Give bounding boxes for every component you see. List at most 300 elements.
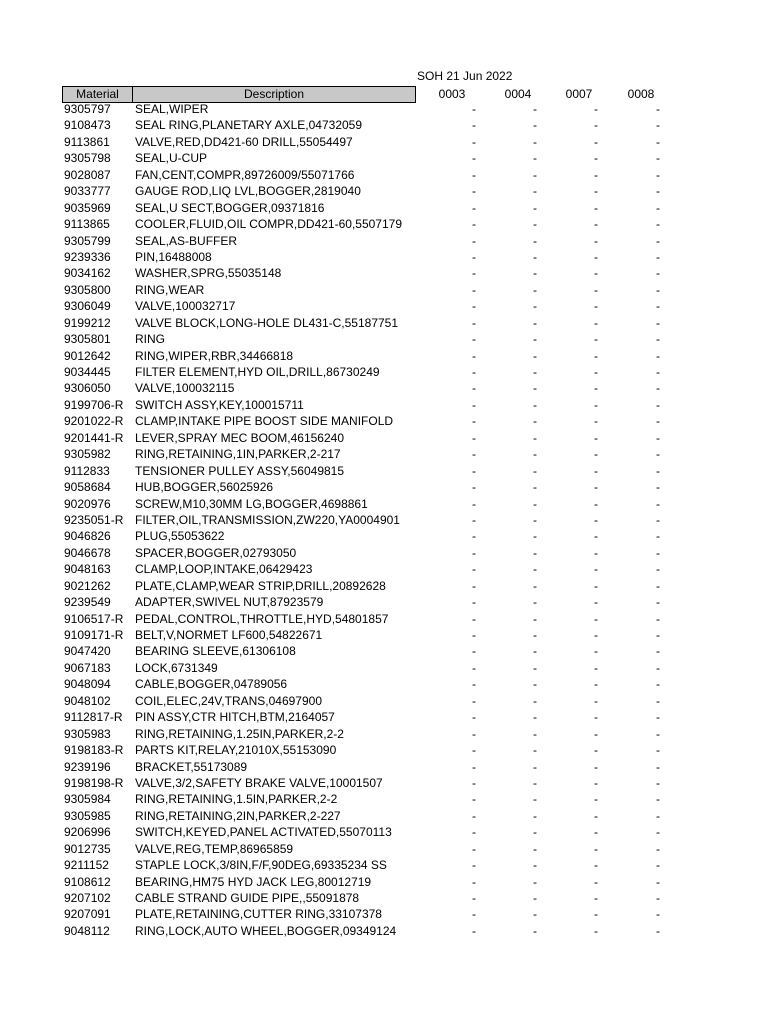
material-cell: 9239196 — [64, 759, 111, 774]
qty-0007-cell: - — [594, 463, 598, 478]
description-cell: BEARING SLEEVE,61306108 — [135, 645, 296, 659]
qty-0008-cell: - — [656, 282, 660, 297]
qty-0007-cell: - — [594, 562, 598, 577]
table-row — [0, 826, 768, 842]
table-row — [0, 235, 768, 251]
qty-0004-cell: - — [533, 233, 537, 248]
qty-0008-cell: - — [656, 200, 660, 215]
qty-0003-cell: - — [472, 102, 476, 116]
qty-0004-cell: - — [533, 414, 537, 429]
material-cell: 9305985 — [64, 808, 111, 823]
qty-0003-cell: - — [472, 759, 476, 774]
qty-0003-cell: - — [472, 562, 476, 577]
qty-0003-cell: - — [472, 545, 476, 560]
material-cell: 9048163 — [64, 562, 111, 577]
description-cell: ADAPTER,SWIVEL NUT,87923579 — [135, 596, 324, 610]
material-cell: 9305983 — [64, 726, 111, 741]
qty-0008-cell: - — [656, 365, 660, 379]
qty-0003-cell: - — [472, 825, 476, 840]
description-cell: LOCK,6731349 — [135, 661, 218, 675]
qty-0004-cell: - — [533, 578, 537, 593]
qty-0007-cell: - — [594, 660, 598, 675]
description-cell: PIN,16488008 — [135, 250, 212, 264]
material-cell: 9211152 — [64, 858, 109, 873]
qty-0008-cell: - — [656, 907, 660, 922]
qty-0004-cell: - — [533, 348, 537, 363]
qty-0003-cell: - — [472, 644, 476, 659]
description-cell: RING,WEAR — [135, 283, 205, 297]
table-row — [0, 152, 768, 168]
qty-0008-cell: - — [656, 677, 660, 692]
description-cell: STAPLE LOCK,3/8IN,F/F,90DEG,69335234 SS — [135, 859, 387, 873]
description-cell: SPACER,BOGGER,02793050 — [135, 546, 297, 560]
qty-0004-cell: - — [533, 282, 537, 297]
header-loc-0007: 0007 — [565, 87, 593, 101]
qty-0004-cell: - — [533, 644, 537, 659]
qty-0004-cell: - — [533, 200, 537, 215]
qty-0008-cell: - — [656, 759, 660, 774]
description-cell: FILTER ELEMENT,HYD OIL,DRILL,86730249 — [135, 366, 380, 379]
qty-0004-cell: - — [533, 628, 537, 642]
table-row — [0, 382, 768, 398]
qty-0007-cell: - — [594, 858, 598, 873]
description-cell: WASHER,SPRG,55035148 — [135, 267, 282, 281]
qty-0008-cell: - — [656, 923, 660, 938]
qty-0007-cell: - — [594, 529, 598, 544]
table-row — [0, 876, 768, 892]
description-cell: RING,RETAINING,1IN,PARKER,2-217 — [135, 448, 341, 462]
qty-0008-cell: - — [656, 545, 660, 560]
qty-0008-cell: - — [656, 266, 660, 281]
qty-0003-cell: - — [472, 693, 476, 708]
table-row — [0, 810, 768, 826]
description-cell: VALVE BLOCK,LONG-HOLE DL431-C,55187751 — [135, 316, 399, 330]
qty-0004-cell: - — [533, 792, 537, 807]
qty-0003-cell: - — [472, 710, 476, 725]
qty-0008-cell: - — [656, 102, 660, 116]
table-row — [0, 777, 768, 793]
table-row — [0, 645, 768, 661]
qty-0004-cell: - — [533, 365, 537, 379]
material-cell: 9199212 — [64, 315, 111, 330]
qty-0007-cell: - — [594, 365, 598, 379]
qty-0004-cell: - — [533, 463, 537, 478]
qty-0003-cell: - — [472, 200, 476, 215]
material-cell: 9034445 — [64, 365, 111, 379]
qty-0007-cell: - — [594, 693, 598, 708]
qty-0004-cell: - — [533, 545, 537, 560]
material-cell: 9239549 — [64, 595, 111, 610]
description-cell: SEAL,U-CUP — [135, 152, 208, 166]
description-cell: TENSIONER PULLEY ASSY,56049815 — [135, 464, 345, 478]
table-row — [0, 563, 768, 579]
qty-0008-cell: - — [656, 529, 660, 544]
qty-0007-cell: - — [594, 759, 598, 774]
qty-0003-cell: - — [472, 891, 476, 905]
table-row — [0, 284, 768, 300]
material-cell: 9048094 — [64, 677, 111, 692]
table-row — [0, 103, 768, 119]
qty-0008-cell: - — [656, 841, 660, 856]
qty-0004-cell: - — [533, 430, 537, 445]
table-row — [0, 202, 768, 218]
qty-0008-cell: - — [656, 512, 660, 527]
qty-0008-cell: - — [656, 595, 660, 610]
qty-0003-cell: - — [472, 578, 476, 593]
qty-0007-cell: - — [594, 151, 598, 166]
qty-0008-cell: - — [656, 660, 660, 675]
material-cell: 9239336 — [64, 249, 111, 264]
qty-0004-cell: - — [533, 677, 537, 692]
qty-0003-cell: - — [472, 266, 476, 281]
material-cell: 9112817-R — [64, 710, 123, 725]
description-cell: SEAL,WIPER — [135, 103, 209, 116]
qty-0003-cell: - — [472, 315, 476, 330]
qty-0003-cell: - — [472, 858, 476, 873]
qty-0008-cell: - — [656, 217, 660, 232]
qty-0004-cell: - — [533, 907, 537, 922]
qty-0003-cell: - — [472, 447, 476, 462]
qty-0007-cell: - — [594, 578, 598, 593]
qty-0004-cell: - — [533, 249, 537, 264]
material-cell: 9305982 — [64, 447, 111, 462]
material-cell: 9048102 — [64, 693, 111, 708]
qty-0007-cell: - — [594, 397, 598, 412]
table-row — [0, 547, 768, 563]
table-row — [0, 119, 768, 135]
qty-0008-cell: - — [656, 233, 660, 248]
qty-0003-cell: - — [472, 282, 476, 297]
qty-0007-cell: - — [594, 808, 598, 823]
qty-0003-cell: - — [472, 134, 476, 149]
qty-0004-cell: - — [533, 825, 537, 840]
material-cell: 9235051-R — [64, 512, 124, 527]
description-cell: SWITCH ASSY,KEY,100015711 — [135, 398, 304, 412]
description-cell: COIL,ELEC,24V,TRANS,04697900 — [135, 694, 323, 708]
description-cell: VALVE,3/2,SAFETY BRAKE VALVE,10001507 — [135, 776, 383, 790]
description-cell: VALVE,REG,TEMP,86965859 — [135, 842, 294, 856]
qty-0003-cell: - — [472, 611, 476, 626]
qty-0003-cell: - — [472, 249, 476, 264]
material-cell: 9109171-R — [64, 628, 124, 642]
qty-0004-cell: - — [533, 775, 537, 790]
table-row — [0, 350, 768, 366]
material-cell: 9113861 — [64, 134, 110, 149]
table-row — [0, 481, 768, 497]
qty-0007-cell: - — [594, 266, 598, 281]
qty-0003-cell: - — [472, 233, 476, 248]
table-row — [0, 514, 768, 530]
material-cell: 9113865 — [64, 217, 110, 232]
qty-0004-cell: - — [533, 397, 537, 412]
qty-0007-cell: - — [594, 414, 598, 429]
qty-0004-cell: - — [533, 693, 537, 708]
qty-0008-cell: - — [656, 315, 660, 330]
description-cell: RING,WIPER,RBR,34466818 — [135, 349, 294, 363]
qty-0003-cell: - — [472, 365, 476, 379]
description-cell: RING,RETAINING,1.25IN,PARKER,2-2 — [135, 727, 344, 741]
material-cell: 9201022-R — [64, 414, 124, 429]
qty-0004-cell: - — [533, 562, 537, 577]
description-cell: PEDAL,CONTROL,THROTTLE,HYD,54801857 — [135, 612, 389, 626]
material-cell: 9058684 — [64, 480, 111, 495]
qty-0008-cell: - — [656, 874, 660, 889]
table-row — [0, 218, 768, 234]
table-row — [0, 761, 768, 777]
material-cell: 9021262 — [64, 578, 111, 593]
table-row — [0, 317, 768, 333]
qty-0007-cell: - — [594, 480, 598, 495]
qty-0004-cell: - — [533, 858, 537, 873]
qty-0008-cell: - — [656, 430, 660, 445]
qty-0008-cell: - — [656, 693, 660, 708]
description-cell: SEAL RING,PLANETARY AXLE,04732059 — [135, 119, 363, 133]
description-cell: CABLE STRAND GUIDE PIPE,,55091878 — [135, 892, 360, 905]
qty-0004-cell: - — [533, 660, 537, 675]
material-cell: 9305798 — [64, 151, 111, 166]
qty-0007-cell: - — [594, 332, 598, 347]
qty-0004-cell: - — [533, 381, 537, 396]
qty-0008-cell: - — [656, 348, 660, 363]
qty-0007-cell: - — [594, 545, 598, 560]
material-cell: 9305801 — [64, 332, 111, 347]
qty-0008-cell: - — [656, 184, 660, 199]
soh-date-label: SOH 21 Jun 2022 — [417, 69, 513, 83]
material-cell: 9028087 — [64, 167, 111, 182]
description-cell: VALVE,100032115 — [135, 382, 235, 396]
qty-0003-cell: - — [472, 595, 476, 610]
description-cell: PLATE,CLAMP,WEAR STRIP,DRILL,20892628 — [135, 579, 386, 593]
qty-0008-cell: - — [656, 496, 660, 511]
qty-0003-cell: - — [472, 775, 476, 790]
material-cell: 9020976 — [64, 496, 111, 511]
material-cell: 9112833 — [64, 463, 110, 478]
header-description: Description — [133, 86, 416, 103]
qty-0003-cell: - — [472, 299, 476, 314]
material-cell: 9305799 — [64, 233, 111, 248]
qty-0004-cell: - — [533, 151, 537, 166]
qty-0004-cell: - — [533, 595, 537, 610]
table-row — [0, 169, 768, 185]
material-cell: 9012642 — [64, 348, 111, 363]
qty-0003-cell: - — [472, 529, 476, 544]
qty-0008-cell: - — [656, 249, 660, 264]
material-cell: 9106517-R — [64, 611, 124, 626]
description-cell: FAN,CENT,COMPR,89726009/55071766 — [135, 168, 355, 182]
qty-0003-cell: - — [472, 923, 476, 938]
qty-0004-cell: - — [533, 167, 537, 182]
qty-0004-cell: - — [533, 480, 537, 495]
material-cell: 9305800 — [64, 282, 111, 297]
qty-0004-cell: - — [533, 332, 537, 347]
description-cell: COOLER,FLUID,OIL COMPR,DD421-60,5507179 — [135, 218, 402, 232]
header-loc-0004: 0004 — [504, 87, 532, 101]
qty-0003-cell: - — [472, 792, 476, 807]
table-row — [0, 908, 768, 924]
qty-0008-cell: - — [656, 381, 660, 396]
qty-0003-cell: - — [472, 628, 476, 642]
qty-0008-cell: - — [656, 891, 660, 905]
qty-0007-cell: - — [594, 923, 598, 938]
qty-0008-cell: - — [656, 447, 660, 462]
table-row — [0, 843, 768, 859]
qty-0003-cell: - — [472, 496, 476, 511]
material-cell: 9048112 — [64, 923, 110, 938]
qty-0004-cell: - — [533, 512, 537, 527]
qty-0003-cell: - — [472, 332, 476, 347]
qty-0007-cell: - — [594, 496, 598, 511]
qty-0007-cell: - — [594, 710, 598, 725]
table-row — [0, 580, 768, 596]
material-cell: 9199706-R — [64, 397, 124, 412]
qty-0007-cell: - — [594, 102, 598, 116]
table-row — [0, 300, 768, 316]
header-loc-0003: 0003 — [438, 87, 466, 101]
qty-0004-cell: - — [533, 102, 537, 116]
description-cell: PIN ASSY,CTR HITCH,BTM,2164057 — [135, 711, 335, 725]
material-cell: 9046826 — [64, 529, 111, 544]
table-row — [0, 185, 768, 201]
table-row — [0, 415, 768, 431]
qty-0003-cell: - — [472, 463, 476, 478]
qty-0003-cell: - — [472, 512, 476, 527]
description-cell: GAUGE ROD,LIQ LVL,BOGGER,2819040 — [135, 185, 361, 199]
table-row — [0, 613, 768, 629]
description-cell: PLATE,RETAINING,CUTTER RING,33107378 — [135, 908, 382, 922]
qty-0003-cell: - — [472, 184, 476, 199]
description-cell: SCREW,M10,30MM LG,BOGGER,4698861 — [135, 497, 368, 511]
qty-0003-cell: - — [472, 414, 476, 429]
qty-0007-cell: - — [594, 217, 598, 232]
description-cell: SEAL,U SECT,BOGGER,09371816 — [135, 201, 325, 215]
table-row — [0, 728, 768, 744]
qty-0007-cell: - — [594, 430, 598, 445]
qty-0007-cell: - — [594, 184, 598, 199]
qty-0004-cell: - — [533, 134, 537, 149]
qty-0007-cell: - — [594, 381, 598, 396]
qty-0008-cell: - — [656, 397, 660, 412]
table-row — [0, 136, 768, 152]
table-row — [0, 859, 768, 875]
material-cell: 9034162 — [64, 266, 111, 281]
qty-0007-cell: - — [594, 726, 598, 741]
stock-table-body — [0, 103, 768, 941]
qty-0007-cell: - — [594, 595, 598, 610]
qty-0007-cell: - — [594, 792, 598, 807]
table-row — [0, 498, 768, 514]
qty-0003-cell: - — [472, 348, 476, 363]
qty-0004-cell: - — [533, 710, 537, 725]
qty-0003-cell: - — [472, 430, 476, 445]
qty-0004-cell: - — [533, 529, 537, 544]
qty-0004-cell: - — [533, 266, 537, 281]
qty-0007-cell: - — [594, 282, 598, 297]
description-cell: RING — [135, 333, 165, 347]
qty-0007-cell: - — [594, 874, 598, 889]
qty-0007-cell: - — [594, 167, 598, 182]
material-cell: 9201441-R — [64, 430, 124, 445]
description-cell: BRACKET,55173089 — [135, 760, 248, 774]
material-cell: 9305797 — [64, 102, 111, 116]
description-cell: RING,RETAINING,2IN,PARKER,2-227 — [135, 809, 341, 823]
table-row — [0, 399, 768, 415]
description-cell: VALVE,100032717 — [135, 300, 236, 314]
qty-0007-cell: - — [594, 775, 598, 790]
material-cell: 9012735 — [64, 841, 111, 856]
qty-0004-cell: - — [533, 217, 537, 232]
table-row — [0, 925, 768, 941]
table-row — [0, 744, 768, 760]
table-row — [0, 530, 768, 546]
table-row — [0, 793, 768, 809]
qty-0007-cell: - — [594, 118, 598, 133]
material-cell: 9033777 — [64, 184, 111, 199]
qty-0008-cell: - — [656, 118, 660, 133]
qty-0004-cell: - — [533, 891, 537, 905]
qty-0008-cell: - — [656, 299, 660, 314]
description-cell: HUB,BOGGER,56025926 — [135, 481, 274, 495]
qty-0003-cell: - — [472, 874, 476, 889]
description-cell: PARTS KIT,RELAY,21010X,55153090 — [135, 744, 337, 758]
qty-0004-cell: - — [533, 874, 537, 889]
qty-0003-cell: - — [472, 841, 476, 856]
qty-0008-cell: - — [656, 710, 660, 725]
qty-0003-cell: - — [472, 907, 476, 922]
qty-0004-cell: - — [533, 923, 537, 938]
qty-0004-cell: - — [533, 118, 537, 133]
qty-0007-cell: - — [594, 628, 598, 642]
qty-0008-cell: - — [656, 743, 660, 758]
qty-0008-cell: - — [656, 825, 660, 840]
qty-0008-cell: - — [656, 480, 660, 495]
material-cell: 9306049 — [64, 299, 111, 314]
qty-0003-cell: - — [472, 167, 476, 182]
table-row — [0, 596, 768, 612]
qty-0007-cell: - — [594, 841, 598, 856]
qty-0007-cell: - — [594, 200, 598, 215]
qty-0007-cell: - — [594, 743, 598, 758]
material-cell: 9067183 — [64, 660, 111, 675]
qty-0008-cell: - — [656, 775, 660, 790]
material-cell: 9207091 — [64, 907, 111, 922]
description-cell: PLUG,55053622 — [135, 530, 225, 544]
qty-0004-cell: - — [533, 808, 537, 823]
qty-0008-cell: - — [656, 463, 660, 478]
material-cell: 9306050 — [64, 381, 111, 396]
qty-0008-cell: - — [656, 134, 660, 149]
description-cell: BELT,V,NORMET LF600,54822671 — [135, 629, 323, 642]
description-cell: SWITCH,KEYED,PANEL ACTIVATED,55070113 — [135, 826, 392, 840]
table-row — [0, 267, 768, 283]
material-cell: 9047420 — [64, 644, 111, 659]
qty-0007-cell: - — [594, 907, 598, 922]
qty-0003-cell: - — [472, 808, 476, 823]
qty-0004-cell: - — [533, 759, 537, 774]
qty-0003-cell: - — [472, 381, 476, 396]
description-cell: SEAL,AS-BUFFER — [135, 234, 238, 248]
qty-0003-cell: - — [472, 677, 476, 692]
qty-0007-cell: - — [594, 233, 598, 248]
qty-0008-cell: - — [656, 611, 660, 626]
material-cell: 9198198-R — [64, 775, 124, 790]
material-cell: 9108473 — [64, 118, 111, 133]
description-cell: RING,RETAINING,1.5IN,PARKER,2-2 — [135, 793, 338, 807]
material-cell: 9035969 — [64, 200, 111, 215]
qty-0004-cell: - — [533, 315, 537, 330]
qty-0008-cell: - — [656, 578, 660, 593]
header-material: Material — [62, 86, 133, 103]
qty-0003-cell: - — [472, 118, 476, 133]
